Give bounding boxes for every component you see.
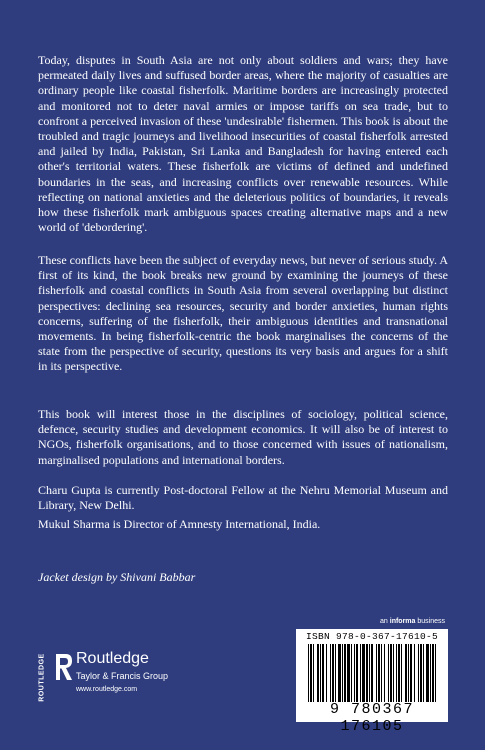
barcode-bar	[378, 644, 380, 702]
barcode-bar	[420, 644, 422, 702]
barcode-bar	[354, 644, 355, 702]
barcode-bar	[401, 644, 402, 702]
barcode-bar	[376, 644, 377, 702]
barcode-bar	[310, 644, 312, 702]
barcode-bar	[362, 644, 365, 702]
publisher-vertical-text: ROUTLEDGE	[38, 653, 46, 702]
blurb-paragraph-1: Today, disputes in South Asia are not only about soldiers and wars; they have permeated daily lives and suffused border areas, where the majority of casualties are ordinary people like coastal fisherfolk. Maritime borders are increasingly protected and monitored not to deter naval armies or impose tariffs on sea trade, but to confront a perceived invasion of these 'undesirable' fishermen. This book is about the troubled and tragic journeys and livelihood insecurities of coastal fisherfolk arrested and jailed by India, Pakistan, Sri Lanka and Bangladesh for having entered each other's territorial waters. These fisherfolk are victims of defined and undefined boundaries in the seas, and increasing conflicts over renewable resources. While reflecting on national anxieties and the deleterious politics of boundaries, it reveals how these fisherfolk mark ambiguous spaces creating alternative maps and a new world of 'debordering'.	[38, 53, 448, 235]
barcode-bar	[320, 644, 321, 702]
informa-suffix: business	[415, 618, 445, 625]
informa-business-tag	[380, 618, 445, 625]
publisher-vertical-wordmark	[38, 652, 50, 710]
barcode-bar	[332, 644, 334, 702]
informa-brand: informa	[389, 618, 416, 625]
barcode-bar	[347, 644, 350, 702]
barcode-bar	[414, 644, 415, 702]
barcode-bar	[410, 644, 412, 702]
barcode-bar	[317, 644, 319, 702]
barcode-bar	[432, 644, 434, 702]
publisher-group: Taylor & Francis Group	[76, 671, 169, 681]
barcode-bar	[356, 644, 358, 702]
barcode-bar	[322, 644, 324, 702]
barcode-bar	[423, 644, 424, 702]
barcode-bar	[342, 644, 343, 702]
barcode-bar	[360, 644, 361, 702]
author-bio-gupta: Charu Gupta is currently Post-doctoral Fellow at the Nehru Memorial Museum and Library, New Delhi.	[38, 483, 448, 513]
routledge-logo-icon	[52, 650, 76, 684]
barcode-bar	[330, 644, 331, 702]
author-bio-sharma: Mukul Sharma is Director of Amnesty International, India.	[38, 517, 321, 531]
barcode-bar	[388, 644, 389, 702]
barcode-bar	[366, 644, 368, 702]
barcode-bar	[435, 644, 436, 702]
barcode-bar	[396, 644, 397, 702]
barcode-bar	[408, 644, 409, 702]
barcode-bar	[426, 644, 429, 702]
informa-prefix: an	[380, 618, 390, 625]
barcode-bar	[405, 644, 407, 702]
barcode-bar	[308, 644, 309, 702]
barcode-bar	[351, 644, 352, 702]
barcode-bar	[344, 644, 346, 702]
barcode-bar	[430, 644, 431, 702]
barcode-bar	[418, 644, 419, 702]
barcode-bar	[390, 644, 392, 702]
blurb-paragraph-2: These conflicts have been the subject of everyday news, but never of serious study. A first of its kind, the book breaks new ground by examining the journeys of these fisherfolk and coastal conflicts in South Asia from several overlapping but distinct perspectives: declining sea resources, security and border anxieties, human rights concerns, suffering of the fisherfolk, their ambiguous identities and transnational movements. In being fisherfolk-centric the book marginalises the concerns of the state from the perspective of security, questions its very basis and argues for a shift in its perspective.	[38, 253, 448, 374]
barcode-bar	[393, 644, 394, 702]
barcode-bar	[384, 644, 385, 702]
barcode-number: 9 780367 176105	[329, 701, 414, 735]
publisher-block	[38, 650, 218, 710]
barcode-bar	[338, 644, 341, 702]
barcode-bar	[369, 644, 370, 702]
publisher-url[interactable]: www.routledge.com	[76, 686, 138, 693]
barcode-bar	[371, 644, 373, 702]
barcode-bar	[326, 644, 327, 702]
barcode-panel	[296, 629, 448, 735]
barcode-bar	[335, 644, 336, 702]
barcode-bar	[313, 644, 314, 702]
jacket-credit: Jacket design by Shivani Babbar	[38, 570, 196, 584]
barcode-icon	[308, 644, 436, 702]
barcode-bar	[398, 644, 400, 702]
barcode-bar	[381, 644, 382, 702]
publisher-name: Routledge	[76, 650, 149, 667]
isbn-label: ISBN 978-0-367-17610-5	[305, 631, 439, 642]
blurb-paragraph-3: This book will interest those in the disciplines of sociology, political science, defence, security studies and development economics. It will also be of interest to NGOs, fisherfolk organisations, and to those concerned with issues of nationalism, marginalised populations and international borders.	[38, 407, 448, 467]
